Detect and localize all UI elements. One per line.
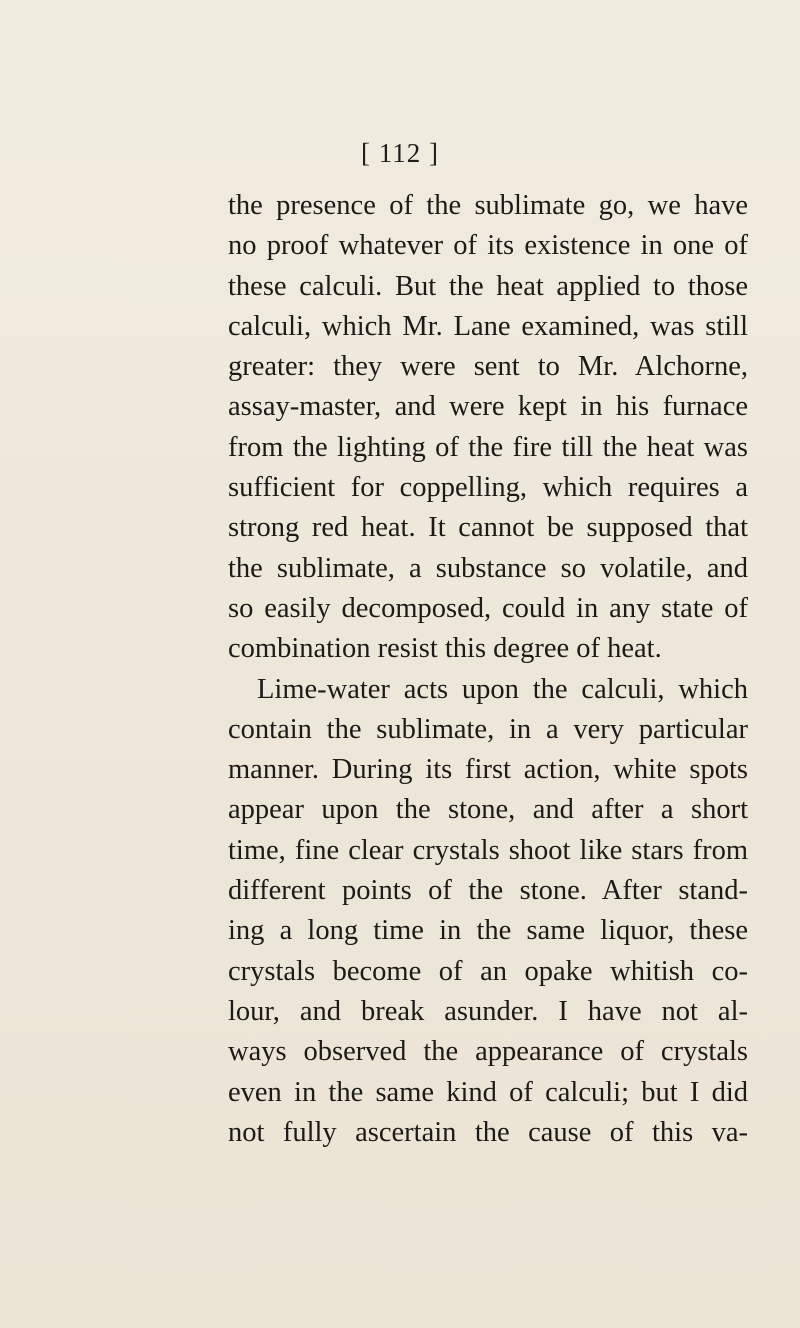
text-line: not fully ascertain the cause of this va- [228,1116,748,1148]
paragraph-start-line: Lime-water acts upon the calculi, which [257,673,748,705]
text-line: crystals become of an opake whitish co- [228,955,748,987]
text-line: from the lighting of the fire till the heat was [228,431,748,463]
text-line: so easily decomposed, could in any state of [228,592,748,624]
text-line: the sublimate, a substance so volatile, and [228,552,748,584]
text-line: these calculi. But the heat applied to those [228,270,748,302]
text-line: lour, and break asunder. I have not al- [228,995,748,1027]
text-line: ing a long time in the same liquor, these [228,915,748,947]
text-line: appear upon the stone, and after a short [228,794,748,826]
text-line: strong red heat. It cannot be supposed that [228,512,748,544]
text-line: even in the same kind of calculi; but I did [228,1076,748,1108]
text-line: the presence of the sublimate go, we have [228,190,748,221]
text-line: greater: they were sent to Mr. Alchorne, [228,351,748,383]
body-text [228,186,748,1153]
text-line: manner. During its first action, white spots [228,754,748,786]
text-line: no proof whatever of its existence in one of [228,230,748,262]
page-number: [ 112 ] [361,138,439,168]
text-line: calculi, which Mr. Lane examined, was still [228,310,748,342]
text-line: time, fine clear crystals shoot like stars from [228,834,748,866]
text-line: ways observed the appearance of crystals [228,1036,748,1068]
text-line: contain the sublimate, in a very particular [228,713,748,745]
text-line: combination resist this degree of heat. [228,633,662,665]
text-line: sufficient for coppelling, which requires a [228,472,748,504]
text-line: assay-master, and were kept in his furnace [228,391,748,423]
text-line: different points of the stone. After stand- [228,875,748,907]
